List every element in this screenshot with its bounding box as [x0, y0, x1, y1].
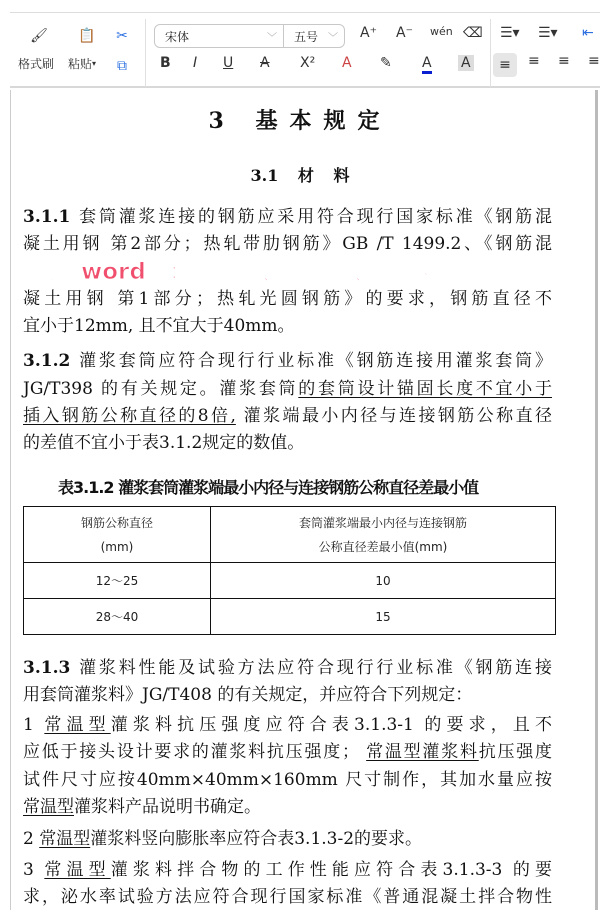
header-unit: 公称直径差最小值(mm) [318, 539, 448, 554]
char-shading-button[interactable]: A [458, 55, 474, 71]
font-size-value: 五号 [294, 29, 319, 44]
text-run: JG/T398 的有关规定。灌浆套筒 [23, 379, 299, 399]
cut-icon[interactable]: ✂ [116, 28, 128, 44]
text-effect-button[interactable]: A [342, 55, 352, 71]
paragraph-line [23, 378, 552, 400]
text-run: 常温型 [44, 860, 111, 880]
highlight-icon[interactable]: ✎ [380, 55, 392, 71]
grow-font-button[interactable]: A⁺ [360, 25, 377, 41]
header-text: 钢筋公称直径 [80, 515, 153, 530]
text-run: 常温型 [44, 715, 111, 735]
text-run: 插入钢筋公称直径的8倍, [23, 406, 236, 426]
text-run: 灌浆料抗压强度应符合表3.1.3-1 的要求，且不 [110, 715, 552, 735]
watermark-banner: 附赠word版：可编辑、可复制、可搜索 [35, 259, 445, 285]
paragraph-line [23, 405, 552, 427]
table-header [211, 507, 556, 563]
copy-icon[interactable]: ⧉ [117, 58, 127, 74]
text-run: 常温型 [23, 797, 74, 817]
paragraph-line [23, 288, 552, 310]
chapter-title: 3 基本规定 [208, 108, 392, 134]
text-run: 宜小于12mm, 且不宜大于40mm。 [23, 316, 295, 336]
text-run: 2 [23, 829, 40, 849]
paragraph-line [23, 684, 552, 706]
font-name-select[interactable] [154, 24, 284, 48]
data-table [23, 506, 556, 635]
table-header-row [24, 507, 556, 563]
table-row [24, 563, 556, 599]
format-painter-icon[interactable]: 🖌 [30, 28, 48, 44]
table-header [24, 507, 211, 563]
justify-icon[interactable]: ≡ [588, 53, 600, 69]
paragraph-line [23, 233, 552, 255]
chevron-down-icon: ▾ [92, 59, 97, 68]
shrink-font-button[interactable]: A⁻ [396, 25, 413, 41]
table-cell: 10 [211, 563, 556, 599]
paragraph-line [23, 315, 552, 337]
text-run: 灌浆料产品说明书确定。 [74, 797, 261, 817]
clause-number: 3.1.1 [23, 207, 80, 227]
table-caption: 表3.1.2 灌浆套筒灌浆端最小内径与连接钢筋公称直径差最小值 [58, 478, 479, 497]
text-run: 抗压强度 [478, 742, 553, 762]
text-run: 的套筒设计锚固长度不宜小于 [298, 379, 552, 399]
paste-label: 粘贴 [68, 57, 93, 71]
align-left-icon[interactable]: ≡ [493, 53, 517, 77]
eraser-icon[interactable]: ⌫ [463, 25, 483, 41]
align-center-icon[interactable]: ≡ [528, 53, 540, 69]
pinyin-button[interactable]: wén [430, 25, 453, 38]
text-run: 常温型 [39, 829, 91, 849]
clause-number: 3.1.2 [23, 351, 80, 371]
text-run: 常温型灌浆料 [366, 742, 479, 762]
table-cell: 28～40 [24, 599, 211, 635]
chevron-down-icon: ﹀ [267, 32, 277, 44]
section-title: 3.1 材 料 [250, 166, 350, 185]
outdent-icon[interactable]: ⇤ [582, 25, 594, 41]
text-run: 灌浆料性能及试验方法应符合现行行业标准《钢筋连接 [79, 658, 553, 678]
header-text: 套筒灌浆端最小内径与连接钢筋 [298, 515, 467, 530]
strikethrough-button[interactable]: A [260, 55, 270, 71]
font-color-button[interactable]: A [422, 55, 432, 74]
format-painter-button[interactable]: 格式刷 [18, 57, 55, 71]
paragraph-line [23, 741, 552, 763]
paragraph-line [23, 859, 552, 881]
toolbar-divider [490, 19, 491, 87]
font-size-select[interactable] [283, 24, 345, 48]
text-run: 凝土用钢 第2部分；热轧带肋钢筋》GB /T 1499.2、《钢筋混 [23, 234, 552, 254]
font-name-value: 宋体 [165, 29, 190, 44]
bold-button[interactable]: B [160, 55, 171, 71]
paragraph-line [23, 657, 552, 679]
text-run: 灌浆料竖向膨胀率应符合表3.1.3-2的要求。 [90, 829, 423, 849]
text-run: 1 [23, 715, 45, 735]
paragraph-line [23, 714, 552, 736]
underline-button[interactable]: U [223, 55, 234, 71]
toolbar-divider [145, 19, 146, 87]
text-run: 试件尺寸应按40mm×40mm×160mm 尺寸制作，其加水量应按 [23, 770, 552, 790]
table-cell: 15 [211, 599, 556, 635]
table-row [24, 599, 556, 635]
chevron-down-icon: ﹀ [328, 32, 338, 44]
text-run: 应低于接头设计要求的灌浆料抗压强度； [23, 742, 367, 762]
table-cell: 12～25 [24, 563, 211, 599]
paragraph-line [23, 206, 552, 228]
clause-number: 3.1.3 [23, 658, 80, 678]
superscript-button[interactable]: X² [300, 55, 316, 71]
text-run: 灌浆套筒应符合现行行业标准《钢筋连接用灌浆套筒》 [79, 351, 553, 371]
bullet-list-icon[interactable]: ☰▾ [500, 25, 520, 41]
align-right-icon[interactable]: ≡ [558, 53, 570, 69]
text-run: 套筒灌浆连接的钢筋应采用符合现行国家标准《钢筋混 [79, 207, 553, 227]
paragraph-line [23, 769, 552, 791]
numbered-list-icon[interactable]: ☰▾ [538, 25, 558, 41]
text-run: 凝土用钢 第1部分；热轧光圆钢筋》的要求，钢筋直径不 [23, 289, 552, 309]
text-run: 灌浆端最小内径与连接钢筋公称直径 [235, 406, 552, 426]
paragraph-line [23, 886, 552, 908]
text-run: 灌浆料拌合物的工作性能应符合表3.1.3-3 的要 [110, 860, 552, 880]
header-unit: (mm) [100, 539, 134, 554]
paste-icon[interactable]: 📋 [78, 28, 96, 44]
paste-button[interactable] [68, 55, 96, 72]
paragraph-line [23, 350, 552, 372]
paragraph-line [23, 432, 552, 454]
paragraph-line [23, 796, 552, 818]
italic-button[interactable]: I [193, 55, 198, 71]
text-run: 求，泌水率试验方法应符合现行国家标准《普通混凝土拌合物性 [23, 887, 552, 907]
ribbon-toolbar [10, 12, 600, 88]
text-run: 3 [23, 860, 45, 880]
paragraph-line [23, 828, 552, 850]
text-run: 的差值不宜小于表3.1.2规定的数值。 [23, 433, 305, 453]
text-run: 用套筒灌浆料》JG/T408 的有关规定，并应符合下列规定： [23, 685, 473, 705]
